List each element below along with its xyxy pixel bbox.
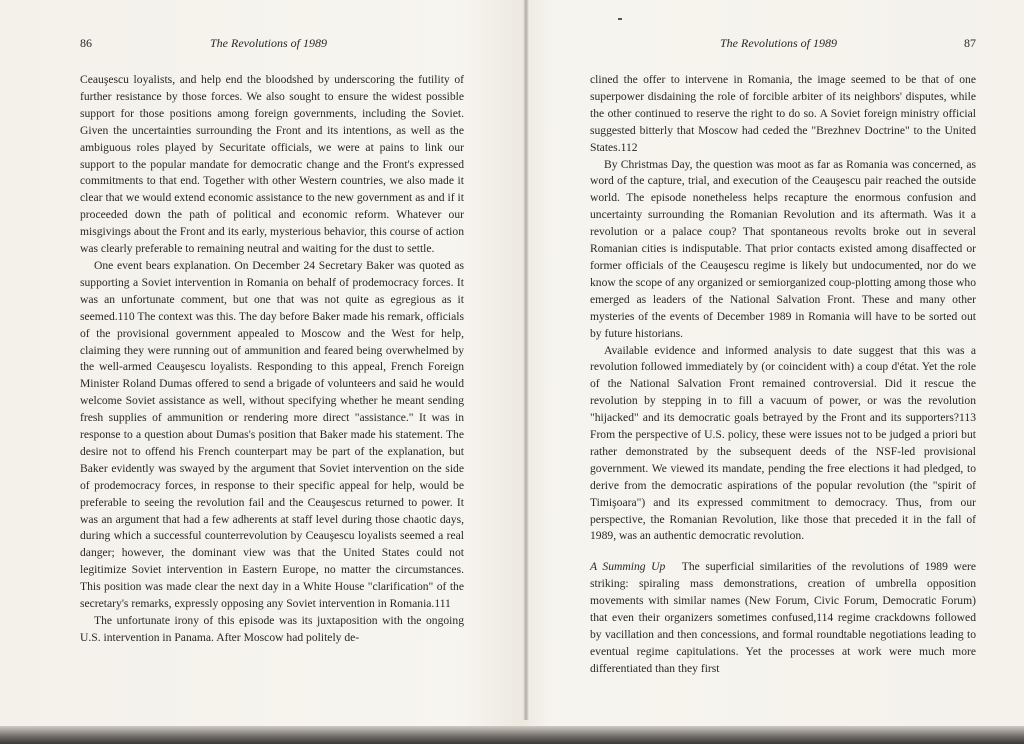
ink-mark xyxy=(618,18,622,20)
book-gutter xyxy=(523,0,529,720)
left-page-body xyxy=(80,72,464,647)
paragraph: Ceauşescu loyalists, and help end the bloodshed by underscoring the futility of further resistance by those forces. We also sought to ensure the widest possible support for those positions among foreign governments, including the Soviet. Given the uncertainties surrounding the Front and its intentions, as well as the ambiguous roles played by Securitate officials, we were at pains to link our support to the popular mandate for democratic change and the Front's expressed commitments to that end. Together with other Western countries, we also made it clear that we would extend economic assistance to the new government as and if it proceeded down the path of political and economic reform. Whatever our misgivings about the Front and its early, mysterious behavior, this course of action was clearly preferable to remaining neutral and waiting for the dust to settle. xyxy=(80,73,464,256)
paragraph: One event bears explanation. On December 24 Secretary Baker was quoted as supporting a Soviet intervention in Romania on behalf of prodemocracy forces. It was an unfortunate comment, but one that was not quite as egregious as it seemed.110 The context was this. The day before Baker made his remark, officials of the provisional government appealed to Moscow and the West for help, claiming they were running out of ammunition and feared being overwhelmed by the well-armed Ceauşescu loyalists. Responding to this appeal, French Foreign Minister Roland Dumas offered to send a brigade of volunteers and said he would welcome Soviet assistance as well, without specifying whether he meant sending fresh supplies of ammunition or rendering more direct "assistance." It was in response to a question about Dumas's position that Baker made his statement. The desire not to offend his French counterpart may be part of the explanation, but Baker evidently was swayed by the argument that Soviet intervention on the side of prodemocracy forces, in response to their specific appeal for help, would be preferable to seeing the revolution fail and the Ceauşescus returned to power. It was an argument that had a few adherents at staff level during those chaotic days, during which a successful counterrevolution by Ceauşescu loyalists seemed a real danger; however, the dominant view was that the United States could not legitimize Soviet intervention in Eastern Europe, no matter the circumstances. This position was made clear the next day in a White House "clarification" of the secretary's remarks, expressly opposing any Soviet intervention in Romania.111 xyxy=(80,258,464,611)
right-page-header xyxy=(590,36,976,54)
section-paragraph xyxy=(590,559,976,677)
left-running-title: The Revolutions of 1989 xyxy=(210,36,327,50)
paragraph: clined the offer to intervene in Romania, the image seemed to be that of one superpower disdaining the role of forcible arbiter of its neighbors' disputes, while the other continued to reserve the right to do so. A Soviet foreign ministry official suggested bitterly that Moscow had ceded the "Brezhnev Doctrine" to the United States.112 xyxy=(590,73,976,154)
right-page-number: 87 xyxy=(964,36,976,50)
left-page-header xyxy=(80,36,464,54)
paragraph: The unfortunate irony of this episode was its juxtaposition with the ongoing U.S. intervention in Panama. After Moscow had politely de- xyxy=(80,614,464,644)
right-page-body xyxy=(590,72,976,678)
section-heading: A Summing Up xyxy=(590,560,666,574)
left-page-number: 86 xyxy=(80,36,92,50)
right-page xyxy=(590,36,976,678)
right-running-title: The Revolutions of 1989 xyxy=(720,36,837,50)
paragraph: By Christmas Day, the question was moot as far as Romania was concerned, as word of the capture, trial, and execution of the Ceauşescu pair reached the outside world. The episode nonetheless helps recapture the enormous confusion and uncertainty surrounding the Romanian Revolution and its aftermath. Was it a revolution or a palace coup? That spontaneous revolts broke out in several Romanian cities is indisputable. That prior contacts existed among disaffected or former officials of the Ceauşescu regime is likely but undocumented, nor do we know the scope of any organized or semiorganized coup-plotting among those who emerged as leaders of the National Salvation Front. These and many other mysteries of the events of December 1989 in Romania will have to be sorted out by future historians. xyxy=(590,157,976,340)
scan-bottom-edge xyxy=(0,726,1024,744)
left-page xyxy=(80,36,464,647)
section-text: The superficial similarities of the revolutions of 1989 were striking: spiraling mass demonstrations, creation of umbrella opposition movements with similar names (New Forum, Civic Forum, Democratic Forum) that even their organizers sometimes confused,114 regime crackdowns followed by vacillation and then concessions, and formal roundtable negotiations leading to eventual regime capitulations. Yet the processes at work were much more differentiated than they first xyxy=(590,560,976,675)
paragraph: Available evidence and informed analysis to date suggest that this was a revolution followed immediately by (or coincident with) a coup d'état. Yet the role of the National Salvation Front remained controversial. Did it rescue the revolution by stepping in to fill a vacuum of power, or was the revolution "hijacked" and its democratic goals betrayed by the Front and its supporters?113 From the perspective of U.S. policy, these were issues not to be judged a priori but rather demonstrated by the subsequent deeds of the NSF-led provisional government. We viewed its mandate, pending the free elections it had pledged, to derive from the democratic aspirations of the popular revolution (the "spirit of Timişoara") and its expressed commitment to democracy. Thus, from our perspective, the Romanian Revolution, like those that preceded it in the fall of 1989, was an authentic democratic revolution. xyxy=(590,343,976,543)
